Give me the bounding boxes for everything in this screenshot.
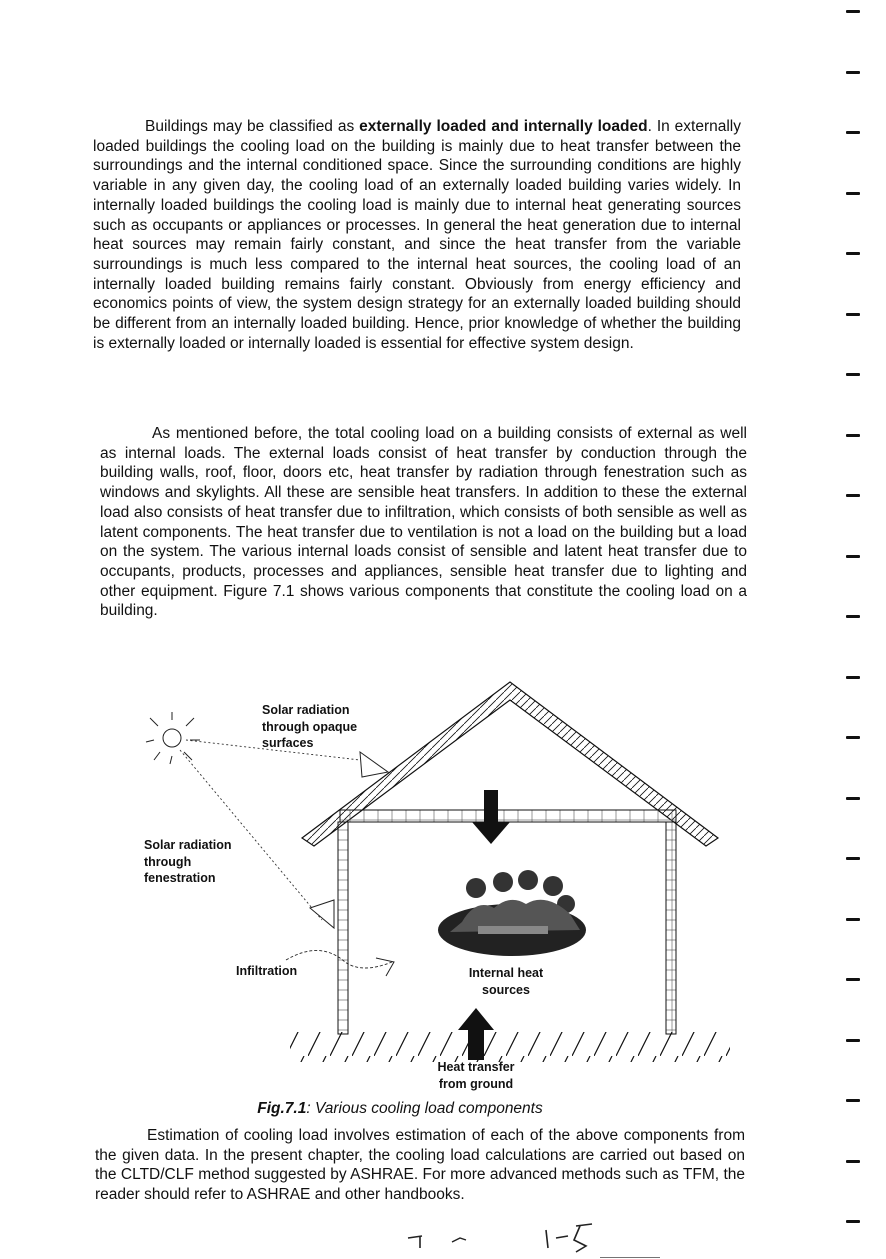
p1-intro: Buildings may be classified as — [145, 118, 360, 135]
paragraph-classification — [93, 117, 741, 353]
p1-bold-terms: externally loaded and internally loaded — [359, 118, 648, 135]
left-wall — [338, 822, 348, 1034]
margin-mark — [846, 797, 860, 800]
label-internal-heat: Internal heat sources — [468, 966, 544, 997]
margin-mark — [846, 736, 860, 739]
figure-caption-text: : Various cooling load components — [306, 1100, 543, 1117]
margin-mark — [846, 494, 860, 497]
ground — [290, 1032, 730, 1062]
ceiling — [340, 810, 676, 822]
margin-mark — [846, 1039, 860, 1042]
margin-mark — [846, 978, 860, 981]
cooling-load-diagram — [0, 660, 886, 1120]
margin-mark — [846, 131, 860, 134]
paragraph-estimation — [95, 1126, 745, 1205]
margin-mark — [846, 676, 860, 679]
margin-mark — [846, 1220, 860, 1223]
margin-mark — [846, 1099, 860, 1102]
margin-mark — [846, 252, 860, 255]
margin-mark — [846, 192, 860, 195]
margin-mark — [846, 615, 860, 618]
figure-label: Fig.7.1 — [257, 1100, 307, 1117]
label-solar-opaque: Solar radiation through opaque surfaces — [262, 703, 358, 750]
label-ground-heat: Heat transfer from ground — [437, 1060, 515, 1091]
margin-mark — [846, 71, 860, 74]
margin-mark — [846, 373, 860, 376]
margin-mark — [846, 1160, 860, 1163]
margin-binding-marks — [846, 0, 866, 1259]
right-wall — [666, 822, 676, 1034]
p1-body: . In externally loaded buildings the cooling load on the building is mainly due to heat transfer between the surroundings and the internal conditioned space. Since the surrounding conditions are highly variable in any given day, the cooling load of an externally loaded building varies widely. In internally loaded buildings the cooling load is mainly due to internal heat generating sources such as occupants or appliances or processes. In general the heat generation due to internal heat sources may remain fairly constant, and since the heat transfer from the variable surroundings is much less compared to the internal heat sources, the cooling load of an internally loaded building remains fairly constant. Obviously from energy efficiency and economics points of view, the system design strategy for an externally loaded building should be different from an internally loaded building. Hence, prior knowledge of whether the building is externally loaded or internally loaded is essential for effective system design. — [93, 118, 742, 352]
house-illustration — [0, 660, 886, 1120]
p3-body: Estimation of cooling load involves estimation of each of the above components from the given data. In the present chapter, the cooling load calculations are carried out based on the CLTD/CLF method suggested by ASHRAE. For more advanced methods such as TFM, the reader should refer to ASHRAE and other handbooks. — [95, 1127, 745, 1204]
handwritten-page-mark — [400, 1218, 660, 1258]
label-infiltration: Infiltration — [236, 964, 298, 978]
margin-mark — [846, 555, 860, 558]
sun-icon — [146, 712, 200, 764]
margin-mark — [846, 857, 860, 860]
margin-mark — [846, 10, 860, 13]
infiltration-arrow-head — [376, 958, 394, 976]
p2-body: As mentioned before, the total cooling load on a building consists of external as well as internal loads. The external loads consist of heat transfer by conduction through the building walls, roof, floor, doors etc, heat transfer by radiation through fenestration such as windows and skylights. All these are sensible heat transfers. In addition to these the external load also consists of heat transfer due to infiltration, which consists of both sensible as well as latent components. The heat transfer due to ventilation is not a load on the building but a load on the system. The various internal loads consist of sensible and latent heat transfer due to occupants, products, processes and appliances, sensible heat transfer due to lighting and other equipment. Figure 7.1 shows various components that constitute the cooling load on a building. — [100, 425, 747, 620]
margin-mark — [846, 434, 860, 437]
figure-caption — [0, 1100, 800, 1118]
paragraph-load-components — [100, 424, 747, 621]
margin-mark — [846, 918, 860, 921]
label-solar-fenestration: Solar radiation through fenestration — [144, 838, 232, 885]
margin-mark — [846, 313, 860, 316]
occupants-icon — [438, 870, 586, 956]
